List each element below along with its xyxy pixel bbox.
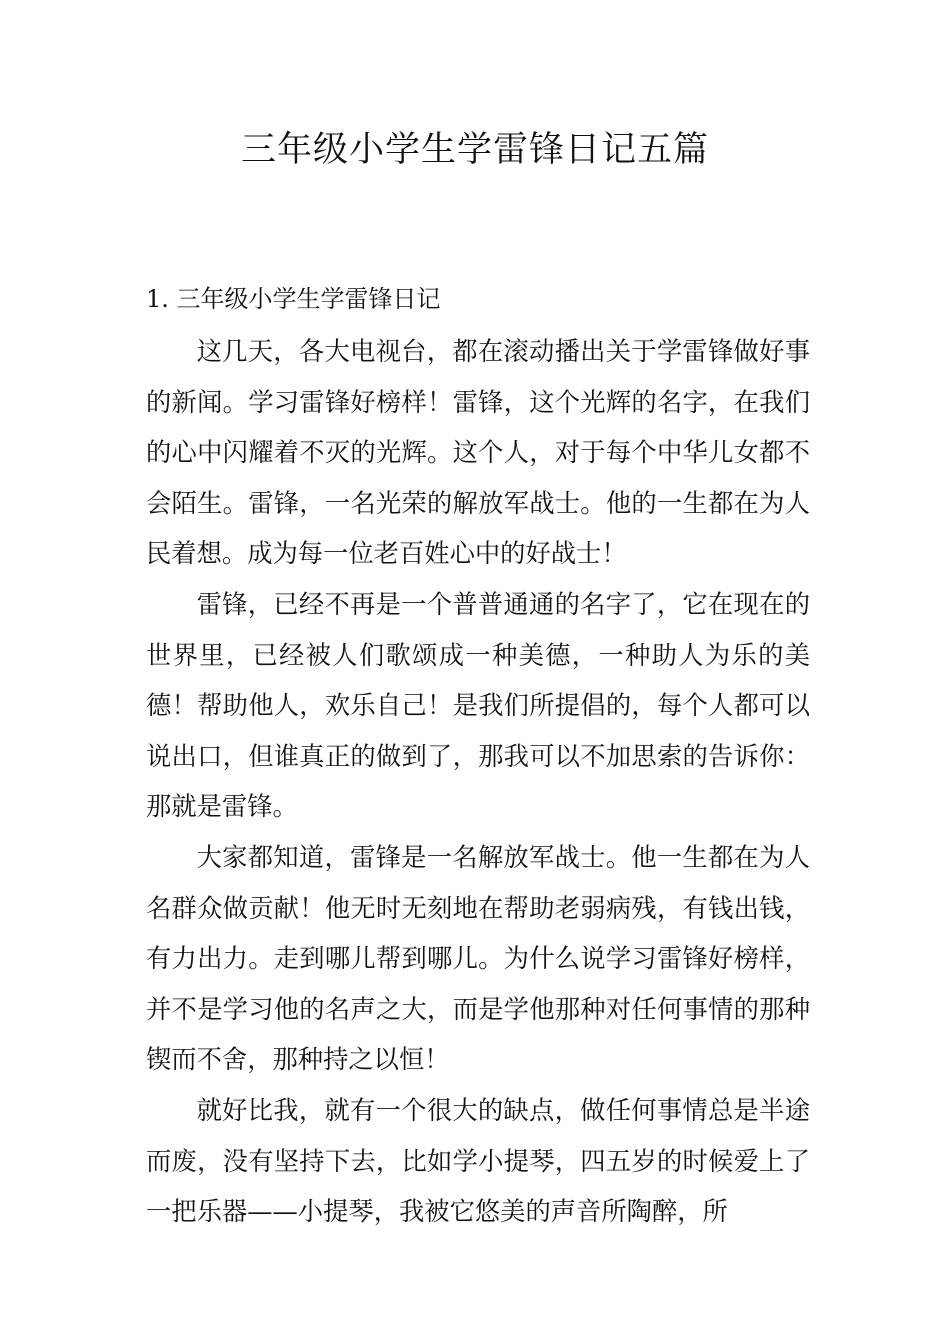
section-heading: 1. 三年级小学生学雷锋日记 — [146, 285, 441, 313]
document-title: 三年级小学生学雷锋日记五篇 — [240, 130, 709, 170]
paragraph-1: 这几天，各大电视台，都在滚动播出关于学雷锋做好事的新闻。学习雷锋好榜样！雷锋，这个光辉的名字，在我们的心中闪耀着不灭的光辉。这个人，对于每个中华儿女都不会陌生。雷锋，一名光荣的解放军战士。他的一生都在为人民着想。成为每一位老百姓心中的好战士！ — [146, 337, 810, 569]
paragraph-2: 雷锋，已经不再是一个普普通通的名字了，它在现在的世界里，已经被人们歌颂成一种美德，一种助人为乐的美德！帮助他人，欢乐自己！是我们所提倡的，每个人都可以说出口，但谁真正的做到了，那我可以不加思索的告诉你：那就是雷锋。 — [146, 589, 810, 822]
paragraph-4: 就好比我，就有一个很大的缺点，做任何事情总是半途而废，没有坚持下去，比如学小提琴，四五岁的时候爱上了一把乐器——小提琴，我被它悠美的声音所陶醉，所 — [146, 1095, 810, 1227]
document-body — [146, 327, 810, 1238]
paragraph-3: 大家都知道，雷锋是一名解放军战士。他一生都在为人名群众做贡献！他无时无刻地在帮助老弱病残，有钱出钱，有力出力。走到哪儿帮到哪儿。为什么说学习雷锋好榜样，并不是学习他的名声之大，而是学他那种对任何事情的那种锲而不舍，那种持之以恒！ — [146, 842, 810, 1075]
